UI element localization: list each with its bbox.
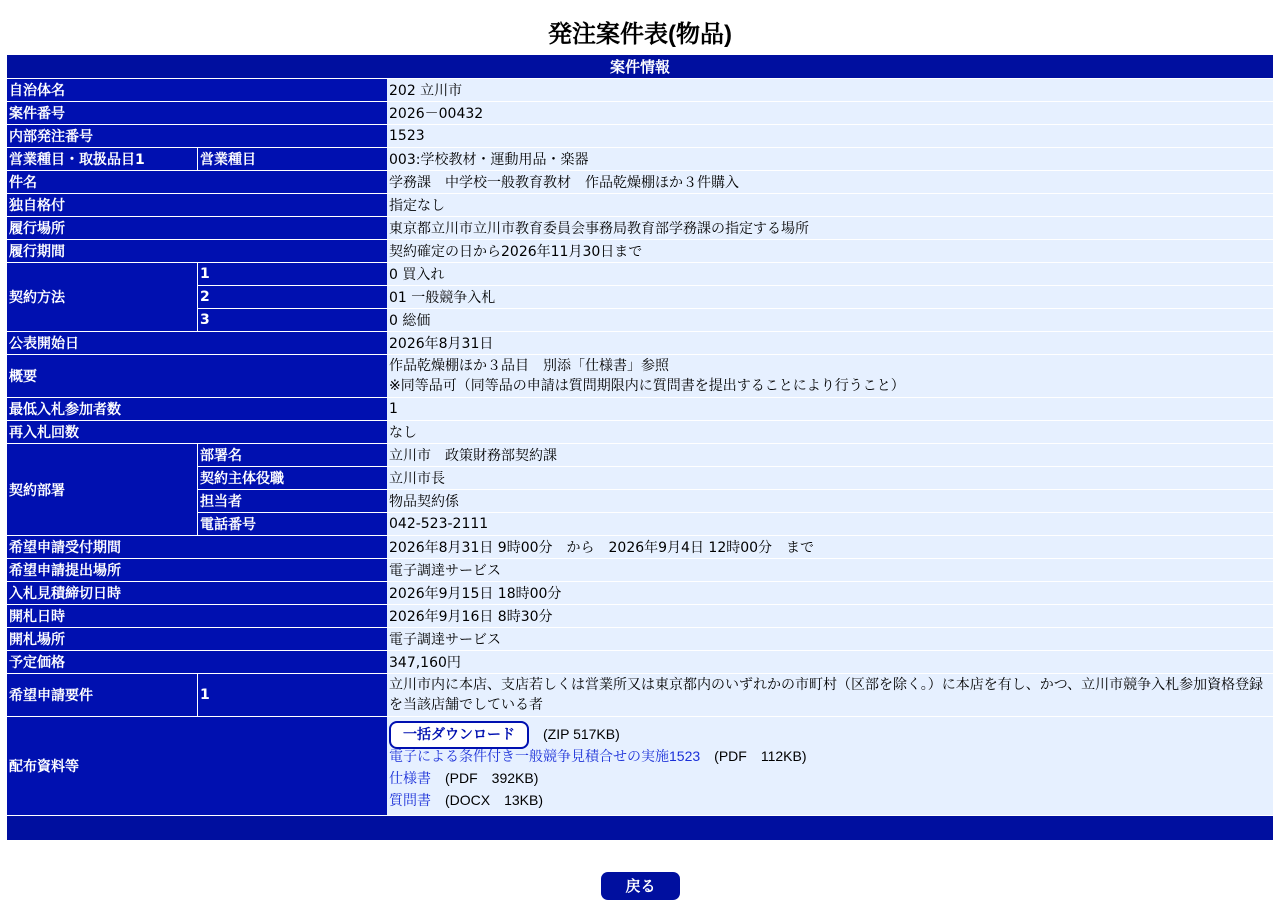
- document-meta: (PDF 392KB): [445, 770, 539, 786]
- contract-dept-sub-label: 電話番号: [197, 513, 387, 535]
- contract-method-no: 2: [197, 286, 387, 308]
- footer-bar: [7, 816, 1273, 840]
- internal-order-number-value: 1523: [387, 125, 1273, 147]
- requirements-no: 1: [197, 674, 387, 716]
- table-row: [7, 490, 1273, 512]
- contract-method-value: 0 総価: [387, 309, 1273, 331]
- place-label: 履行場所: [7, 217, 387, 239]
- document-link[interactable]: 質問書: [389, 792, 431, 808]
- rebid-count-label: 再入札回数: [7, 421, 387, 443]
- internal-order-number-label: 内部発注番号: [7, 125, 387, 147]
- section-header: 案件情報: [7, 55, 1273, 78]
- download-all-line: [389, 719, 1271, 746]
- back-button[interactable]: 戻る: [601, 872, 680, 900]
- table-row: [7, 263, 1273, 285]
- table-row: [7, 102, 1273, 124]
- table-row: [7, 217, 1273, 239]
- application-place-value: 電子調達サービス: [387, 559, 1273, 581]
- case-info-table: [7, 54, 1273, 841]
- requirements-value: 立川市内に本店、支店若しくは営業所又は東京都内のいずれかの市町村（区部を除く。）に本店を有し、かつ、立川市競争入札参加資格登録を当該店舗でしている者: [387, 674, 1273, 716]
- table-row: [7, 717, 1273, 815]
- table-row: [7, 582, 1273, 604]
- materials-value: [387, 717, 1273, 815]
- contract-dept-value: 物品契約係: [387, 490, 1273, 512]
- page-title: 発注案件表(物品): [548, 21, 732, 48]
- rebid-count-value: なし: [387, 421, 1273, 443]
- planned-price-value: 347,160円: [387, 651, 1273, 673]
- table-row: [7, 194, 1273, 216]
- opening-place-label: 開札場所: [7, 628, 387, 650]
- contract-dept-sub-label: 部署名: [197, 444, 387, 466]
- publish-date-label: 公表開始日: [7, 332, 387, 354]
- summary-line: ※同等品可（同等品の申請は質問期限内に質問書を提出することにより行うこと）: [389, 378, 905, 394]
- application-period-value: 2026年8月31日 9時00分 から 2026年9月4日 12時00分 まで: [387, 536, 1273, 558]
- contract-dept-label: 契約部署: [7, 444, 197, 535]
- municipality-label: 自治体名: [7, 79, 387, 101]
- application-period-label: 希望申請受付期間: [7, 536, 387, 558]
- table-row: [7, 421, 1273, 443]
- summary-label: 概要: [7, 355, 387, 397]
- opening-place-value: 電子調達サービス: [387, 628, 1273, 650]
- table-row: [7, 559, 1273, 581]
- opening-datetime-label: 開札日時: [7, 605, 387, 627]
- contract-dept-value: 立川市長: [387, 467, 1273, 489]
- download-all-meta: (ZIP 517KB): [543, 726, 620, 742]
- contract-method-no: 3: [197, 309, 387, 331]
- document-item: [389, 746, 1271, 768]
- contract-method-value: 0 買入れ: [387, 263, 1273, 285]
- bid-deadline-value: 2026年9月15日 18時00分: [387, 582, 1273, 604]
- table-row: [7, 355, 1273, 397]
- table-row: [7, 171, 1273, 193]
- case-number-value: 2026－00432: [387, 102, 1273, 124]
- document-meta: (PDF 112KB): [714, 748, 807, 764]
- summary-line: 作品乾燥棚ほか３品目 別添「仕様書」参照: [389, 358, 669, 374]
- min-bidders-label: 最低入札参加者数: [7, 398, 387, 420]
- table-row: [7, 536, 1273, 558]
- table-row: [7, 79, 1273, 101]
- table-row: [7, 513, 1273, 535]
- document-item: [389, 790, 1271, 812]
- business-category-label: 営業種目・取扱品目1: [7, 148, 197, 170]
- table-row: [7, 467, 1273, 489]
- subject-label: 件名: [7, 171, 387, 193]
- business-category-sub-label: 営業種目: [197, 148, 387, 170]
- table-row: [7, 148, 1273, 170]
- document-link[interactable]: 電子による条件付き一般競争見積合せの実施1523: [389, 748, 701, 764]
- table-row: [7, 240, 1273, 262]
- contract-dept-value: 立川市 政策財務部契約課: [387, 444, 1273, 466]
- unique-rating-label: 独自格付: [7, 194, 387, 216]
- subject-value: 学務課 中学校一般教育教材 作品乾燥棚ほか３件購入: [387, 171, 1273, 193]
- case-number-label: 案件番号: [7, 102, 387, 124]
- table-row: [7, 309, 1273, 331]
- bid-deadline-label: 入札見積締切日時: [7, 582, 387, 604]
- document-meta: (DOCX 13KB): [445, 792, 544, 808]
- table-row: [7, 125, 1273, 147]
- document-link[interactable]: 仕様書: [389, 770, 431, 786]
- table-row: [7, 332, 1273, 354]
- planned-price-label: 予定価格: [7, 651, 387, 673]
- unique-rating-value: 指定なし: [387, 194, 1273, 216]
- period-label: 履行期間: [7, 240, 387, 262]
- business-category-value: 003:学校教材・運動用品・楽器: [387, 148, 1273, 170]
- place-value: 東京都立川市立川市教育委員会事務局教育部学務課の指定する場所: [387, 217, 1273, 239]
- contract-dept-sub-label: 担当者: [197, 490, 387, 512]
- summary-value: [387, 355, 1273, 397]
- table-row: [7, 286, 1273, 308]
- table-row: [7, 444, 1273, 466]
- period-value: 契約確定の日から2026年11月30日まで: [387, 240, 1273, 262]
- requirements-label: 希望申請要件: [7, 674, 197, 716]
- min-bidders-value: 1: [387, 398, 1273, 420]
- municipality-value: 202 立川市: [387, 79, 1273, 101]
- contract-method-value: 01 一般競争入札: [387, 286, 1273, 308]
- download-all-button[interactable]: 一括ダウンロード: [389, 721, 529, 749]
- table-row: [7, 651, 1273, 673]
- materials-label: 配布資料等: [7, 717, 387, 815]
- table-row: [7, 605, 1273, 627]
- contract-dept-sub-label: 契約主体役職: [197, 467, 387, 489]
- table-row: [7, 398, 1273, 420]
- publish-date-value: 2026年8月31日: [387, 332, 1273, 354]
- opening-datetime-value: 2026年9月16日 8時30分: [387, 605, 1273, 627]
- application-place-label: 希望申請提出場所: [7, 559, 387, 581]
- document-item: [389, 768, 1271, 790]
- contract-dept-value: 042-523-2111: [387, 513, 1273, 535]
- contract-method-no: 1: [197, 263, 387, 285]
- contract-method-label: 契約方法: [7, 263, 197, 331]
- table-row: [7, 674, 1273, 716]
- table-row: [7, 628, 1273, 650]
